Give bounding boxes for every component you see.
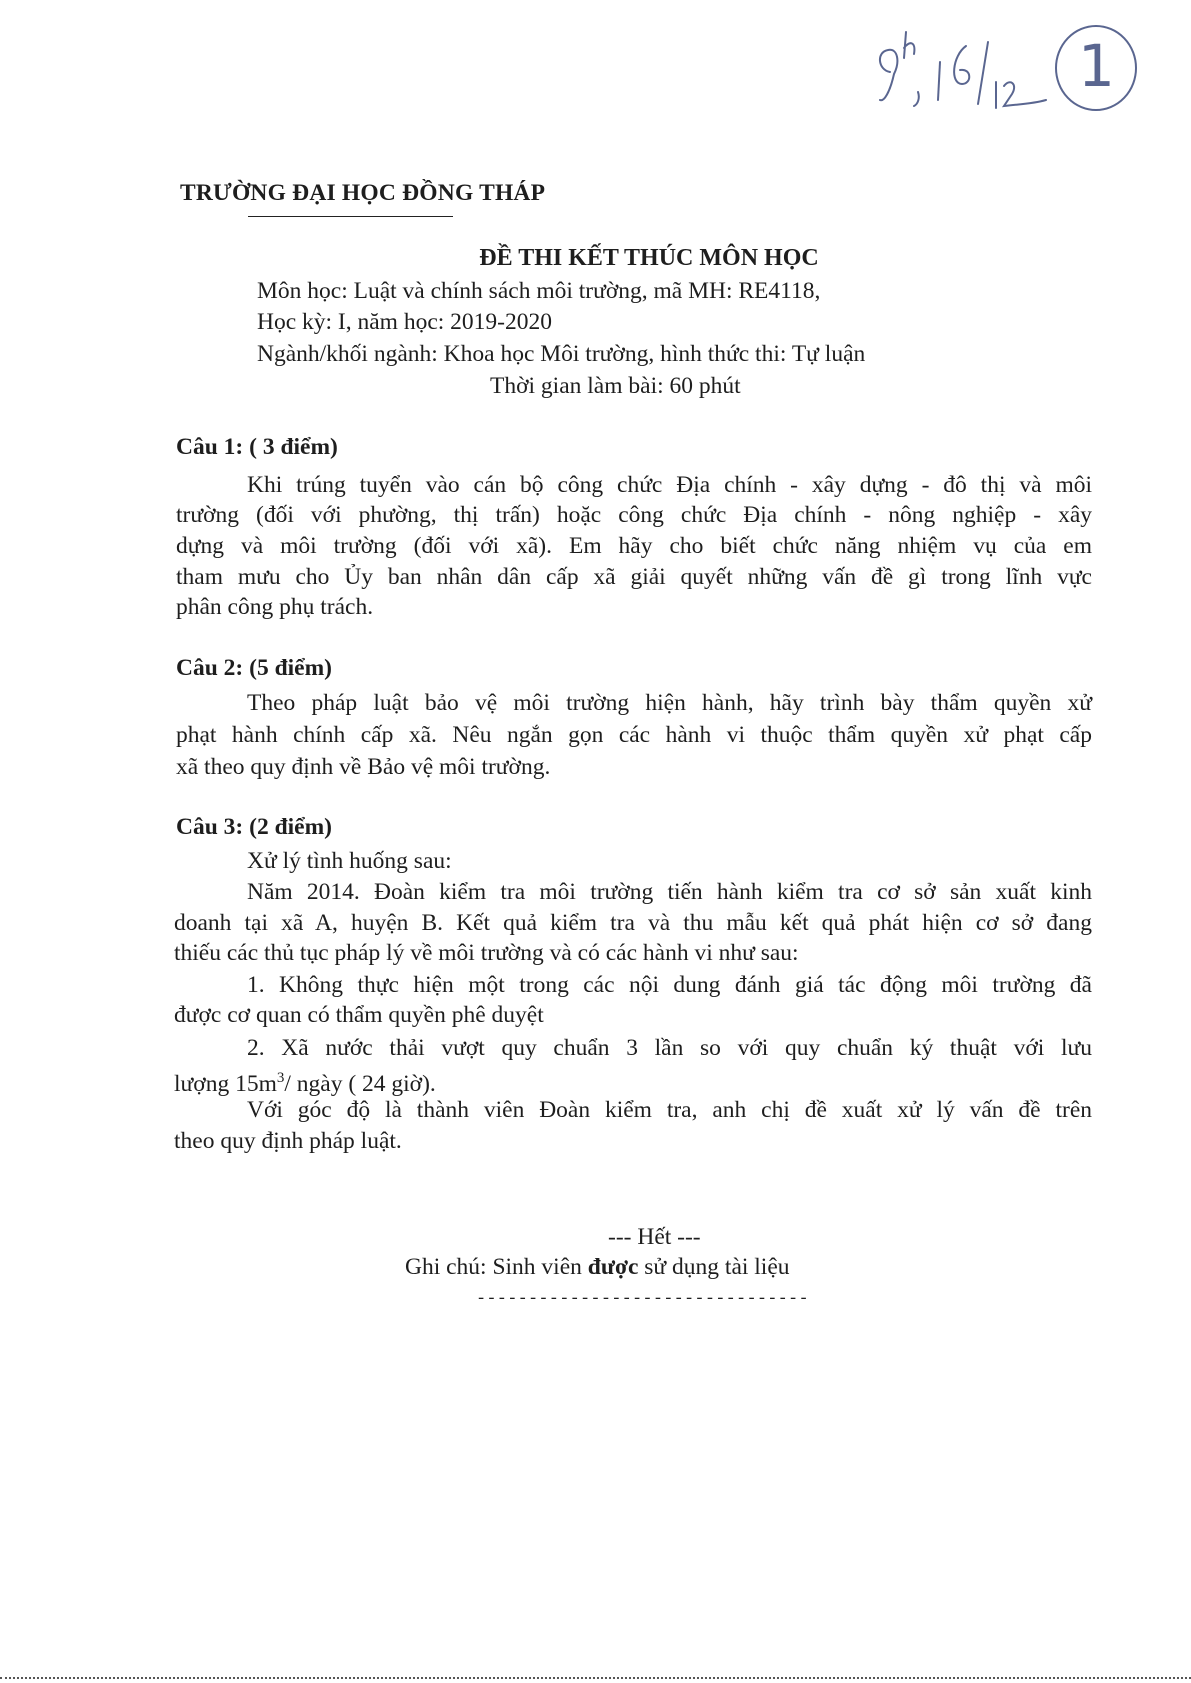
exam-title: ĐỀ THI KẾT THÚC MÔN HỌC: [479, 245, 819, 271]
question-2-heading: Câu 2: (5 điểm): [176, 655, 332, 681]
question-3-text: Với góc độ là thành viên Đoàn kiểm tra, anh chị đề xuất xử lý vấn đề trên: [247, 1097, 1092, 1123]
question-3-text: Năm 2014. Đoàn kiểm tra môi trường tiến hành kiểm tra cơ sở sản xuất kinh: [247, 879, 1092, 905]
exam-duration: Thời gian làm bài: 60 phút: [490, 373, 741, 399]
question-2-text: xã theo quy định về Bảo vệ môi trường.: [176, 754, 551, 780]
question-3-text: được cơ quan có thẩm quyền phê duyệt: [174, 1002, 544, 1028]
exam-note: [405, 1252, 790, 1282]
question-1-text: dựng và môi trường (đối với xã). Em hãy cho biết chức năng nhiệm vụ của em: [176, 533, 1092, 559]
question-3-text: thiếu các thủ tục pháp lý về môi trường và có các hành vi như sau:: [174, 940, 799, 966]
major-info: Ngành/khối ngành: Khoa học Môi trường, hình thức thi: Tự luận: [257, 341, 866, 367]
flow-rate-line: [174, 1063, 436, 1099]
flow-slash: /: [284, 1070, 291, 1097]
note-text-end: sử dụng tài liệu: [638, 1254, 790, 1280]
question-3-text: ngày ( 24 giờ).: [296, 1070, 436, 1097]
bottom-scan-border: [0, 1677, 1191, 1679]
question-3-text: 2. Xã nước thải vượt quy chuẩn 3 lần so với quy chuẩn ký thuật với lưu: [247, 1035, 1092, 1061]
flow-prefix: lượng 15m: [174, 1070, 277, 1097]
question-3-text: 1. Không thực hiện một trong các nội dung đánh giá tác động môi trường đã: [247, 972, 1092, 998]
question-1-text: trường (đối với phường, thị trấn) hoặc công chức Địa chính - nông nghiệp - xây: [176, 502, 1092, 528]
question-1-text: tham mưu cho Ủy ban nhân dân cấp xã giải quyết những vấn đề gì trong lĩnh vực: [176, 564, 1092, 590]
question-3-text: theo quy định pháp luật.: [174, 1128, 402, 1154]
handwritten-annotation: [860, 12, 1150, 112]
end-marker: --- Hết ---: [608, 1224, 701, 1250]
question-2-text: Theo pháp luật bảo vệ môi trường hiện hành, hãy trình bày thẩm quyền xử: [247, 690, 1092, 716]
question-1-text: phân công phụ trách.: [176, 594, 374, 620]
question-3-text: Xử lý tình huống sau:: [247, 848, 452, 874]
course-info: Môn học: Luật và chính sách môi trường, mã MH: RE4118,: [257, 278, 821, 304]
note-bold: được: [587, 1254, 639, 1280]
semester-info: Học kỳ: I, năm học: 2019-2020: [257, 309, 553, 335]
footer-dashes: --------------------------------: [476, 1290, 809, 1309]
question-3-text: doanh tại xã A, huyện B. Kết quả kiểm tra và thu mẫu kết quả phát hiện cơ sở đang: [174, 910, 1092, 936]
note-text: Ghi chú: Sinh viên: [405, 1254, 588, 1280]
question-2-text: phạt hành chính cấp xã. Nêu ngắn gọn các hành vi thuộc thẩm quyền xử phạt cấp: [176, 722, 1092, 748]
school-underline: [248, 216, 453, 217]
flow-superscript: 3: [276, 1070, 285, 1086]
question-1-text: Khi trúng tuyển vào cán bộ công chức Địa chính - xây dựng - đô thị và môi: [247, 472, 1092, 498]
school-name: TRƯỜNG ĐẠI HỌC ĐỒNG THÁP: [180, 180, 546, 206]
page-marker-number: 1: [1078, 32, 1115, 100]
question-1-heading: Câu 1: ( 3 điểm): [176, 434, 338, 460]
question-3-heading: Câu 3: (2 điểm): [176, 814, 332, 840]
